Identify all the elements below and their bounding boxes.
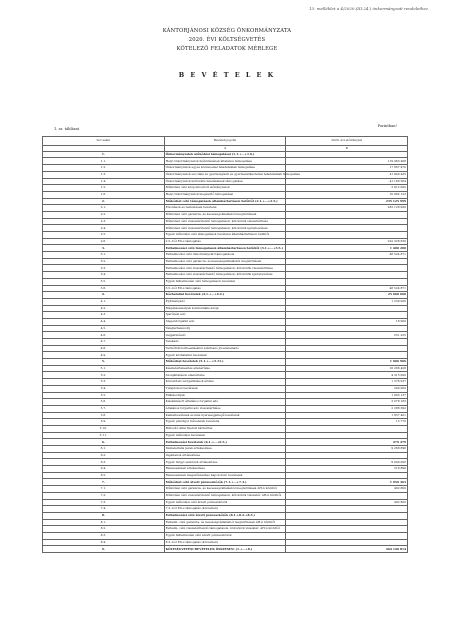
column-letter: B — [286, 146, 408, 152]
row-label: Felhalmozási célú támogatások államháztartáson belülről (3.1.+…+3.5.) — [164, 245, 286, 252]
row-value: 235 125 999 — [286, 198, 408, 205]
row-label: Egyéb pénzügyi műveletek bevételei — [164, 419, 286, 426]
row-number: 4.4. — [43, 318, 165, 325]
row-label: Telekadó — [164, 339, 286, 346]
table-row — [43, 191, 408, 198]
row-value — [286, 305, 408, 312]
row-value: 240 000 — [286, 385, 408, 392]
row-number: 1.2. — [43, 165, 165, 172]
row-value: 251 225 — [286, 332, 408, 339]
row-value — [286, 345, 408, 352]
row-label: Általános forgalmi adó visszatérülése — [164, 405, 286, 412]
row-label: Működési célú átvett pénzeszközök (7.1.+…+7.3.) — [164, 479, 286, 486]
table-row — [43, 452, 408, 459]
row-label: Egyéb működési bevételek — [164, 432, 286, 439]
row-value: 1 376 037 — [286, 379, 408, 386]
row-value: 222 328 656 — [286, 238, 408, 245]
currency-note: Forintban! — [377, 124, 397, 128]
table-row — [43, 532, 408, 539]
row-value — [286, 425, 408, 432]
annex-note: 13. melléklet a 4/2020.(III.24.) önkormányzati rendelethez — [309, 6, 428, 11]
row-value — [286, 272, 408, 279]
table-row — [43, 198, 408, 205]
row-number: 4.6. — [43, 332, 165, 339]
row-number: 5.6. — [43, 399, 165, 406]
row-value — [286, 352, 408, 359]
row-label: Ellátási díjak — [164, 392, 286, 399]
row-number: 5.8. — [43, 412, 165, 419]
row-label: Részesedések értékesítése — [164, 466, 286, 473]
row-label: Immateriális javak értékesítése — [164, 446, 286, 453]
row-value: 18 000 — [286, 318, 408, 325]
row-label: Felhalmozási bevételek (6.1.+…+6.5.) — [164, 439, 286, 446]
section-title: B E V É T E L E K — [178, 71, 276, 79]
row-label: Közhatalmi bevételek (4.1.+…+4.2.) — [164, 292, 286, 299]
row-number: 3.2. — [43, 258, 165, 265]
row-label: Egyéb felhalmozási célú támogatások bevételei — [164, 278, 286, 285]
row-label: Működési célú központosított előirányzatok — [164, 185, 286, 192]
row-number: 4.1. — [43, 298, 165, 305]
row-number: 3.5. — [43, 278, 165, 285]
row-label: Iparűzési adó — [164, 312, 286, 319]
row-number: 4. — [43, 292, 165, 299]
row-label: Egyéb működési célú támogatások bevételei államháztartáson belülről — [164, 232, 286, 239]
row-label: Egyéb felhalmozási célú átvett pénzeszközök — [164, 532, 286, 539]
row-label: Működési célú garancia- és kezességvállalásból megtérülések — [164, 211, 286, 218]
table-row — [43, 238, 408, 245]
row-number: 5.5. — [43, 392, 165, 399]
municipality-title: KÁNTORJÁNOSI KÖZSÉG ÖNKORMÁNYZATA — [162, 28, 292, 34]
row-value: 48 524 871 — [286, 252, 408, 259]
row-number: 2.2. — [43, 211, 165, 218]
row-number: 4.8. — [43, 345, 165, 352]
row-value: 3 078 183 — [286, 399, 408, 406]
table-row — [43, 265, 408, 272]
table-row — [43, 339, 408, 346]
row-value: 464 146 814 — [286, 546, 408, 553]
table-row — [43, 298, 408, 305]
row-number: 3.1. — [43, 252, 165, 259]
row-number: 7.1. — [43, 486, 165, 493]
table-row — [43, 165, 408, 172]
table-row — [43, 318, 408, 325]
table-row — [43, 419, 408, 426]
row-value: 479 479 — [286, 439, 408, 446]
row-label: 8.3.-ból EU-s támogatás (közvetlen) — [164, 539, 286, 546]
table-row — [43, 345, 408, 352]
row-label: 2.5.-ből EU-s támogatás — [164, 238, 286, 245]
table-row — [43, 399, 408, 406]
table-row — [43, 252, 408, 259]
row-label: KÖLTSÉGVETÉSI BEVÉTELEK ÖSSZESEN: (1.+…+8.) — [164, 546, 286, 553]
row-value — [286, 452, 408, 459]
table-row — [43, 472, 408, 479]
row-number: 8.4. — [43, 539, 165, 546]
row-value — [286, 506, 408, 513]
row-value: 282 128 000 — [286, 205, 408, 212]
table-row — [43, 506, 408, 513]
row-label: Önkormányzatok kulturális feladatainak támogatása — [164, 178, 286, 185]
row-label: Felhalmozási célú garancia- és kezességvállalásból megtérülések — [164, 258, 286, 265]
row-label: Gépjárműadó — [164, 332, 286, 339]
row-label: Szolgáltatások ellenértéke — [164, 372, 286, 379]
row-number: 4.7. — [43, 339, 165, 346]
row-value: 41 940 435 — [286, 171, 408, 178]
row-label: Működési bevételek (5.1.+…+5.11.) — [164, 359, 286, 366]
row-label: Felhalmozási célú visszatérítendő támogatások, kölcsönök igénybevétele — [164, 272, 286, 279]
revenue-table — [42, 136, 408, 553]
row-value — [286, 532, 408, 539]
table-row — [43, 205, 408, 212]
row-number: 5.9. — [43, 419, 165, 426]
row-value: 2 288 392 — [286, 405, 408, 412]
row-value — [286, 151, 408, 158]
row-label: Önkormányzatok működési támogatásai (1.1.+…+1.6.) — [164, 151, 286, 158]
table-row — [43, 446, 408, 453]
row-number: 2.1. — [43, 205, 165, 212]
row-value: 4 315 000 — [286, 372, 408, 379]
row-label: Működési célú visszatérítendő támogatások, kölcsönök visszatérülése — [164, 218, 286, 225]
row-number: 4.5. — [43, 325, 165, 332]
row-label: Működési célú garancia- és kezességvállalásból megtérülések ÁH-n kívülről — [164, 486, 286, 493]
row-number: 6.1. — [43, 446, 165, 453]
row-number: 8.2. — [43, 526, 165, 533]
row-number: 8.1. — [43, 519, 165, 526]
header-appropriation: 2020. évi előirányzat — [286, 137, 408, 146]
row-value — [286, 472, 408, 479]
row-value — [286, 232, 408, 239]
row-number: 3. — [43, 245, 165, 252]
row-number: 7. — [43, 479, 165, 486]
row-label: Önkormányzatok egyes köznevelési feladatainak támogatása — [164, 165, 286, 172]
table-row — [43, 405, 408, 412]
table-row — [43, 285, 408, 292]
row-value: 10 982 123 — [286, 191, 408, 198]
row-label: Kiszámlázott általános forgalmi adó — [164, 399, 286, 406]
row-label: Kamatbevételek és más nyereségjellegű bevételek — [164, 412, 286, 419]
table-row — [43, 412, 408, 419]
row-value — [286, 265, 408, 272]
table-row — [43, 519, 408, 526]
row-value — [286, 339, 408, 346]
row-value — [286, 539, 408, 546]
row-number: 5.11. — [43, 432, 165, 439]
row-number: 3.3. — [43, 265, 165, 272]
table-row — [43, 372, 408, 379]
row-number: 5.10. — [43, 425, 165, 432]
row-value: 48 524 871 — [286, 285, 408, 292]
row-number: 5.4. — [43, 385, 165, 392]
row-number: 7.4. — [43, 506, 165, 513]
table-row — [43, 392, 408, 399]
row-number: 2.3. — [43, 218, 165, 225]
row-value — [286, 211, 408, 218]
row-value — [286, 512, 408, 519]
table-number: 1. sz. táblázat — [54, 127, 80, 131]
row-number: 5.7. — [43, 405, 165, 412]
row-value: 17 667 470 — [286, 165, 408, 172]
table-row — [43, 325, 408, 332]
table-row — [43, 539, 408, 546]
row-label: Egyéb tárgyi eszközök értékesítése — [164, 459, 286, 466]
table-row — [43, 512, 408, 519]
row-label: Felhalm. célú garancia- és kezességvállalásból megtérülések ÁH-n kívülről — [164, 519, 286, 526]
row-number: 5. — [43, 359, 165, 366]
row-number: 5.1. — [43, 365, 165, 372]
row-label: Tulajdonosi bevételek — [164, 385, 286, 392]
table-row — [43, 352, 408, 359]
header-row-number: Sor-szám — [43, 137, 165, 146]
row-label: 7.3.-ból EU-s támogatás (közvetlen) — [164, 506, 286, 513]
row-label: Helyi önkormányzatok működésének általános támogatása — [164, 158, 286, 165]
table-row — [43, 492, 408, 499]
row-value: 1 006 906 — [286, 359, 408, 366]
table-row — [43, 245, 408, 252]
row-number: 1.4. — [43, 178, 165, 185]
table-row — [43, 526, 408, 533]
row-value: 15 770 — [286, 419, 408, 426]
table-row — [43, 232, 408, 239]
table-row — [43, 151, 408, 158]
row-number: 1.5. — [43, 185, 165, 192]
row-label: Működési célú visszatérítendő támogatások, kölcsönök igénybevétele — [164, 225, 286, 232]
table-row — [43, 158, 408, 165]
row-number: 2. — [43, 198, 165, 205]
table-row — [43, 459, 408, 466]
row-number: 6.4. — [43, 466, 165, 473]
row-number: 5.2. — [43, 372, 165, 379]
row-number: 2.4. — [43, 225, 165, 232]
row-value: 402 800 — [286, 486, 408, 493]
row-number: 2.5. — [43, 232, 165, 239]
row-label: 3.5.-ből EU-s támogatás — [164, 285, 286, 292]
table-row — [43, 466, 408, 473]
row-number: 3.6. — [43, 285, 165, 292]
table-row — [43, 185, 408, 192]
table-row — [43, 312, 408, 319]
row-label: Építményadó — [164, 298, 286, 305]
row-value: 9 268 896 — [286, 446, 408, 453]
table-row — [43, 211, 408, 218]
row-label: Közvetített szolgáltatások értéke — [164, 379, 286, 386]
row-number: 1.6. — [43, 191, 165, 198]
header-revenue-title: Bevételi jogcím — [164, 137, 286, 146]
row-label: Elvonások és befizetések bevételei — [164, 205, 286, 212]
row-value: 1 400 200 — [286, 245, 408, 252]
row-number: 5.3. — [43, 379, 165, 386]
row-value — [286, 325, 408, 332]
row-label: Egyéb működési célú átvett pénzeszközök — [164, 499, 286, 506]
row-label: Működési célú visszatérítendő támogatások, kölcsönök visszatér. ÁH-n kívülről — [164, 492, 286, 499]
table-row — [43, 225, 408, 232]
table-row — [43, 218, 408, 225]
row-value — [286, 526, 408, 533]
row-value — [286, 225, 408, 232]
row-value: 218 896 — [286, 466, 408, 473]
budget-year-title: 2020. ÉVI KÖLTSÉGVETÉS — [188, 37, 266, 43]
row-label: Működési célú támogatások államháztartáson belülről (2.1.+…+2.5.) — [164, 198, 286, 205]
row-number: 8.3. — [43, 532, 165, 539]
row-value — [286, 278, 408, 285]
row-value — [286, 492, 408, 499]
table-row — [43, 178, 408, 185]
table-row — [43, 425, 408, 432]
table-row — [43, 359, 408, 366]
row-value: 1 857 401 — [286, 412, 408, 419]
row-value — [286, 218, 408, 225]
table-row — [43, 171, 408, 178]
table-row — [43, 379, 408, 386]
row-number: 9. — [43, 546, 165, 553]
row-label: Idegenforgalmi adó — [164, 318, 286, 325]
row-value: 1 050 363 — [286, 479, 408, 486]
row-label: Felhalmozási célú átvett pénzeszközök (8.1.+8.2.+8.3.) — [164, 512, 286, 519]
row-value: 119 463 408 — [286, 158, 408, 165]
table-row — [43, 385, 408, 392]
column-letter: A — [164, 146, 286, 152]
row-label: Felhalmozási célú visszatérítendő támogatások, kölcsönök visszatérülése — [164, 265, 286, 272]
table-row — [43, 439, 408, 446]
row-number: 8. — [43, 512, 165, 519]
row-number: 4.2. — [43, 305, 165, 312]
row-number: 1.1. — [43, 158, 165, 165]
row-number: 6.2. — [43, 452, 165, 459]
table-row — [43, 499, 408, 506]
row-label: Helyi önkormányzatok kiegészítő támogatásai — [164, 191, 286, 198]
row-number: 6.3. — [43, 459, 165, 466]
row-value: 1 903 137 — [286, 392, 408, 399]
row-number: 1.3. — [43, 171, 165, 178]
row-label: Termőföld bérbeadásából származó jövedelemadó — [164, 345, 286, 352]
row-value: 41 160 564 — [286, 178, 408, 185]
row-label: Biztosító által fizetett kártérítés — [164, 425, 286, 432]
row-label: Részesedések megszűnéséhez kapcsolódó bevételek — [164, 472, 286, 479]
row-number: 4.9. — [43, 352, 165, 359]
row-value — [286, 432, 408, 439]
table-row — [43, 365, 408, 372]
row-number: 6.5. — [43, 472, 165, 479]
row-number: 4.3. — [43, 312, 165, 319]
balance-title: KÖTELEZŐ FELADATOK MÉRLEGE — [176, 46, 278, 52]
table-row — [43, 332, 408, 339]
table-row — [43, 486, 408, 493]
table-row — [43, 258, 408, 265]
row-value — [286, 519, 408, 526]
row-value: 9 000 000 — [286, 459, 408, 466]
row-label: Készletértékesítés ellenértéke — [164, 365, 286, 372]
table-row — [43, 292, 408, 299]
row-number: 3.4. — [43, 272, 165, 279]
row-number: 6. — [43, 439, 165, 446]
row-label: Talajterhelési díj — [164, 325, 286, 332]
row-number: 7.2. — [43, 492, 165, 499]
row-value: 402 800 — [286, 499, 408, 506]
table-header-row — [43, 137, 408, 146]
row-label: Felhalmozási célú önkormányzati támogatások — [164, 252, 286, 259]
row-label: Egyéb közhatalmi bevételek — [164, 352, 286, 359]
table-row — [43, 272, 408, 279]
table-row — [43, 479, 408, 486]
row-label: Ingatlanok értékesítése — [164, 452, 286, 459]
row-value: 25 000 000 — [286, 292, 408, 299]
row-value: 1 230 000 — [286, 298, 408, 305]
row-value — [286, 258, 408, 265]
row-number: 7.3. — [43, 499, 165, 506]
row-number: 2.6. — [43, 238, 165, 245]
table-row — [43, 546, 408, 553]
table-row — [43, 432, 408, 439]
row-label: Felhalm. célú visszatérítendő támogatások, kölcsönök visszatér. ÁH-n kívülről — [164, 526, 286, 533]
row-value — [286, 312, 408, 319]
row-value: 16 266 428 — [286, 365, 408, 372]
row-label: Önkormányzatok szociális és gyermekjóléti és gyermekétkeztetési feladatainak támogatása — [164, 171, 286, 178]
row-label: Magánszemélyek kommunális adója — [164, 305, 286, 312]
table-row — [43, 278, 408, 285]
row-value: 3 912 000 — [286, 185, 408, 192]
table-row — [43, 305, 408, 312]
row-number: 1. — [43, 151, 165, 158]
